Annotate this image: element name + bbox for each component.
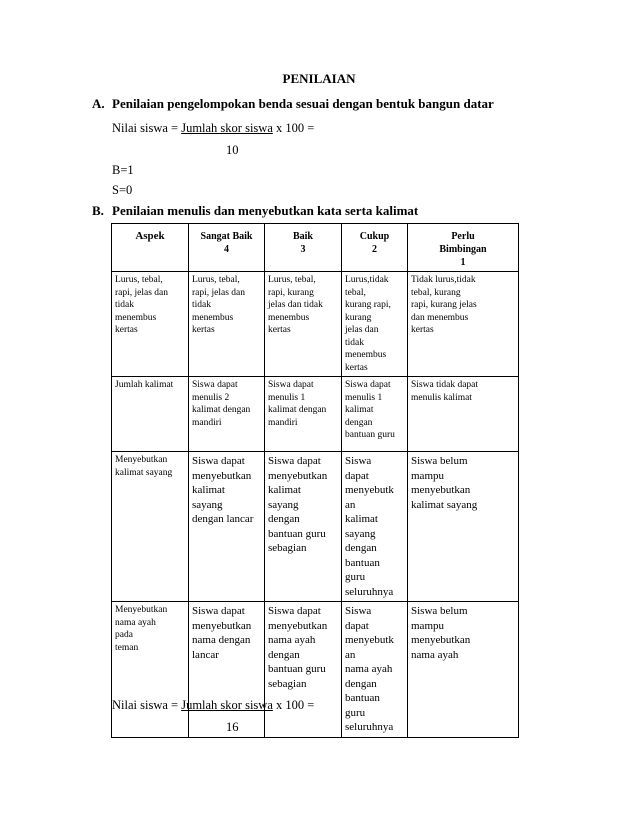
table-cell: Lurus, tebal, rapi, jelas dan tidak menembus kertas xyxy=(189,272,265,377)
header-cukup: Cukup 2 xyxy=(342,224,408,272)
header-sangat-baik: Sangat Baik 4 xyxy=(189,224,265,272)
formula-numerator: Jumlah skor siswa xyxy=(181,121,273,135)
table-cell: Menyebutkan kalimat sayang xyxy=(112,452,189,602)
formula-prefix: Nilai siswa = xyxy=(112,121,182,135)
table-cell: Jumlah kalimat xyxy=(112,377,189,452)
section-a-formula xyxy=(112,121,314,136)
table-row xyxy=(112,452,519,602)
section-a-denominator: 10 xyxy=(226,143,239,157)
table-cell: Siswa belum mampu menyebutkan kalimat sayang xyxy=(408,452,519,602)
header-perlu-bimbingan: Perlu Bimbingan 1 xyxy=(408,224,519,272)
header-aspek: Aspek xyxy=(112,224,189,272)
table-cell: Siswa dapat menulis 1 kalimat dengan mandiri xyxy=(265,377,342,452)
table-cell: Tidak lurus,tidak tebal, kurang rapi, kurang jelas dan menembus kertas xyxy=(408,272,519,377)
page-title: PENILAIAN xyxy=(282,71,356,86)
table-cell: Lurus, tebal, rapi, kurang jelas dan tidak menembus kertas xyxy=(265,272,342,377)
score-b: B=1 xyxy=(112,163,134,177)
section-a-heading xyxy=(92,96,494,112)
formula-prefix: Nilai siswa = xyxy=(112,698,182,712)
table-cell: Lurus, tebal, rapi, jelas dan tidak menembus kertas xyxy=(112,272,189,377)
section-b-number: B. xyxy=(92,203,104,218)
section-b-title: Penilaian menulis dan menyebutkan kata serta kalimat xyxy=(112,203,419,218)
table-row xyxy=(112,602,519,738)
section-b-heading xyxy=(92,203,418,219)
score-s: S=0 xyxy=(112,183,133,197)
formula-suffix: x 100 = xyxy=(272,698,315,712)
table-cell: Siswa dapat menyebutkan nama ayah dengan bantuan guru sebagian xyxy=(265,602,342,738)
section-a-number: A. xyxy=(92,96,105,111)
table-header-row xyxy=(112,224,519,272)
table-cell: Siswa dapat menyebutk an kalimat sayang dengan bantuan guru seluruhnya xyxy=(342,452,408,602)
section-a-title: Penilaian pengelompokan benda sesuai dengan bentuk bangun datar xyxy=(112,96,494,111)
table-cell: Siswa dapat menyebutkan nama dengan lancar xyxy=(189,602,265,738)
table-cell: Lurus,tidak tebal, kurang rapi, kurang jelas dan tidak menembus kertas xyxy=(342,272,408,377)
table-cell: Menyebutkan nama ayah pada teman xyxy=(112,602,189,738)
table-cell: Siswa dapat menyebutkan kalimat sayang dengan lancar xyxy=(189,452,265,602)
section-b-formula xyxy=(112,698,314,713)
table-cell: Siswa dapat menulis 2 kalimat dengan mandiri xyxy=(189,377,265,452)
table-row xyxy=(112,272,519,377)
table-cell: Siswa dapat menulis 1 kalimat dengan bantuan guru xyxy=(342,377,408,452)
section-b-denominator: 16 xyxy=(226,720,239,734)
table-cell: Siswa dapat menyebutkan kalimat sayang dengan bantuan guru sebagian xyxy=(265,452,342,602)
table-cell: Siswa tidak dapat menulis kalimat xyxy=(408,377,519,452)
formula-suffix: x 100 = xyxy=(272,121,315,135)
header-baik: Baik 3 xyxy=(265,224,342,272)
rubric-table xyxy=(111,223,519,738)
table-cell: Siswa belum mampu menyebutkan nama ayah xyxy=(408,602,519,738)
table-row xyxy=(112,377,519,452)
formula-numerator: Jumlah skor siswa xyxy=(181,698,273,712)
table-cell: Siswa dapat menyebutk an nama ayah dengan bantuan guru seluruhnya xyxy=(342,602,408,738)
